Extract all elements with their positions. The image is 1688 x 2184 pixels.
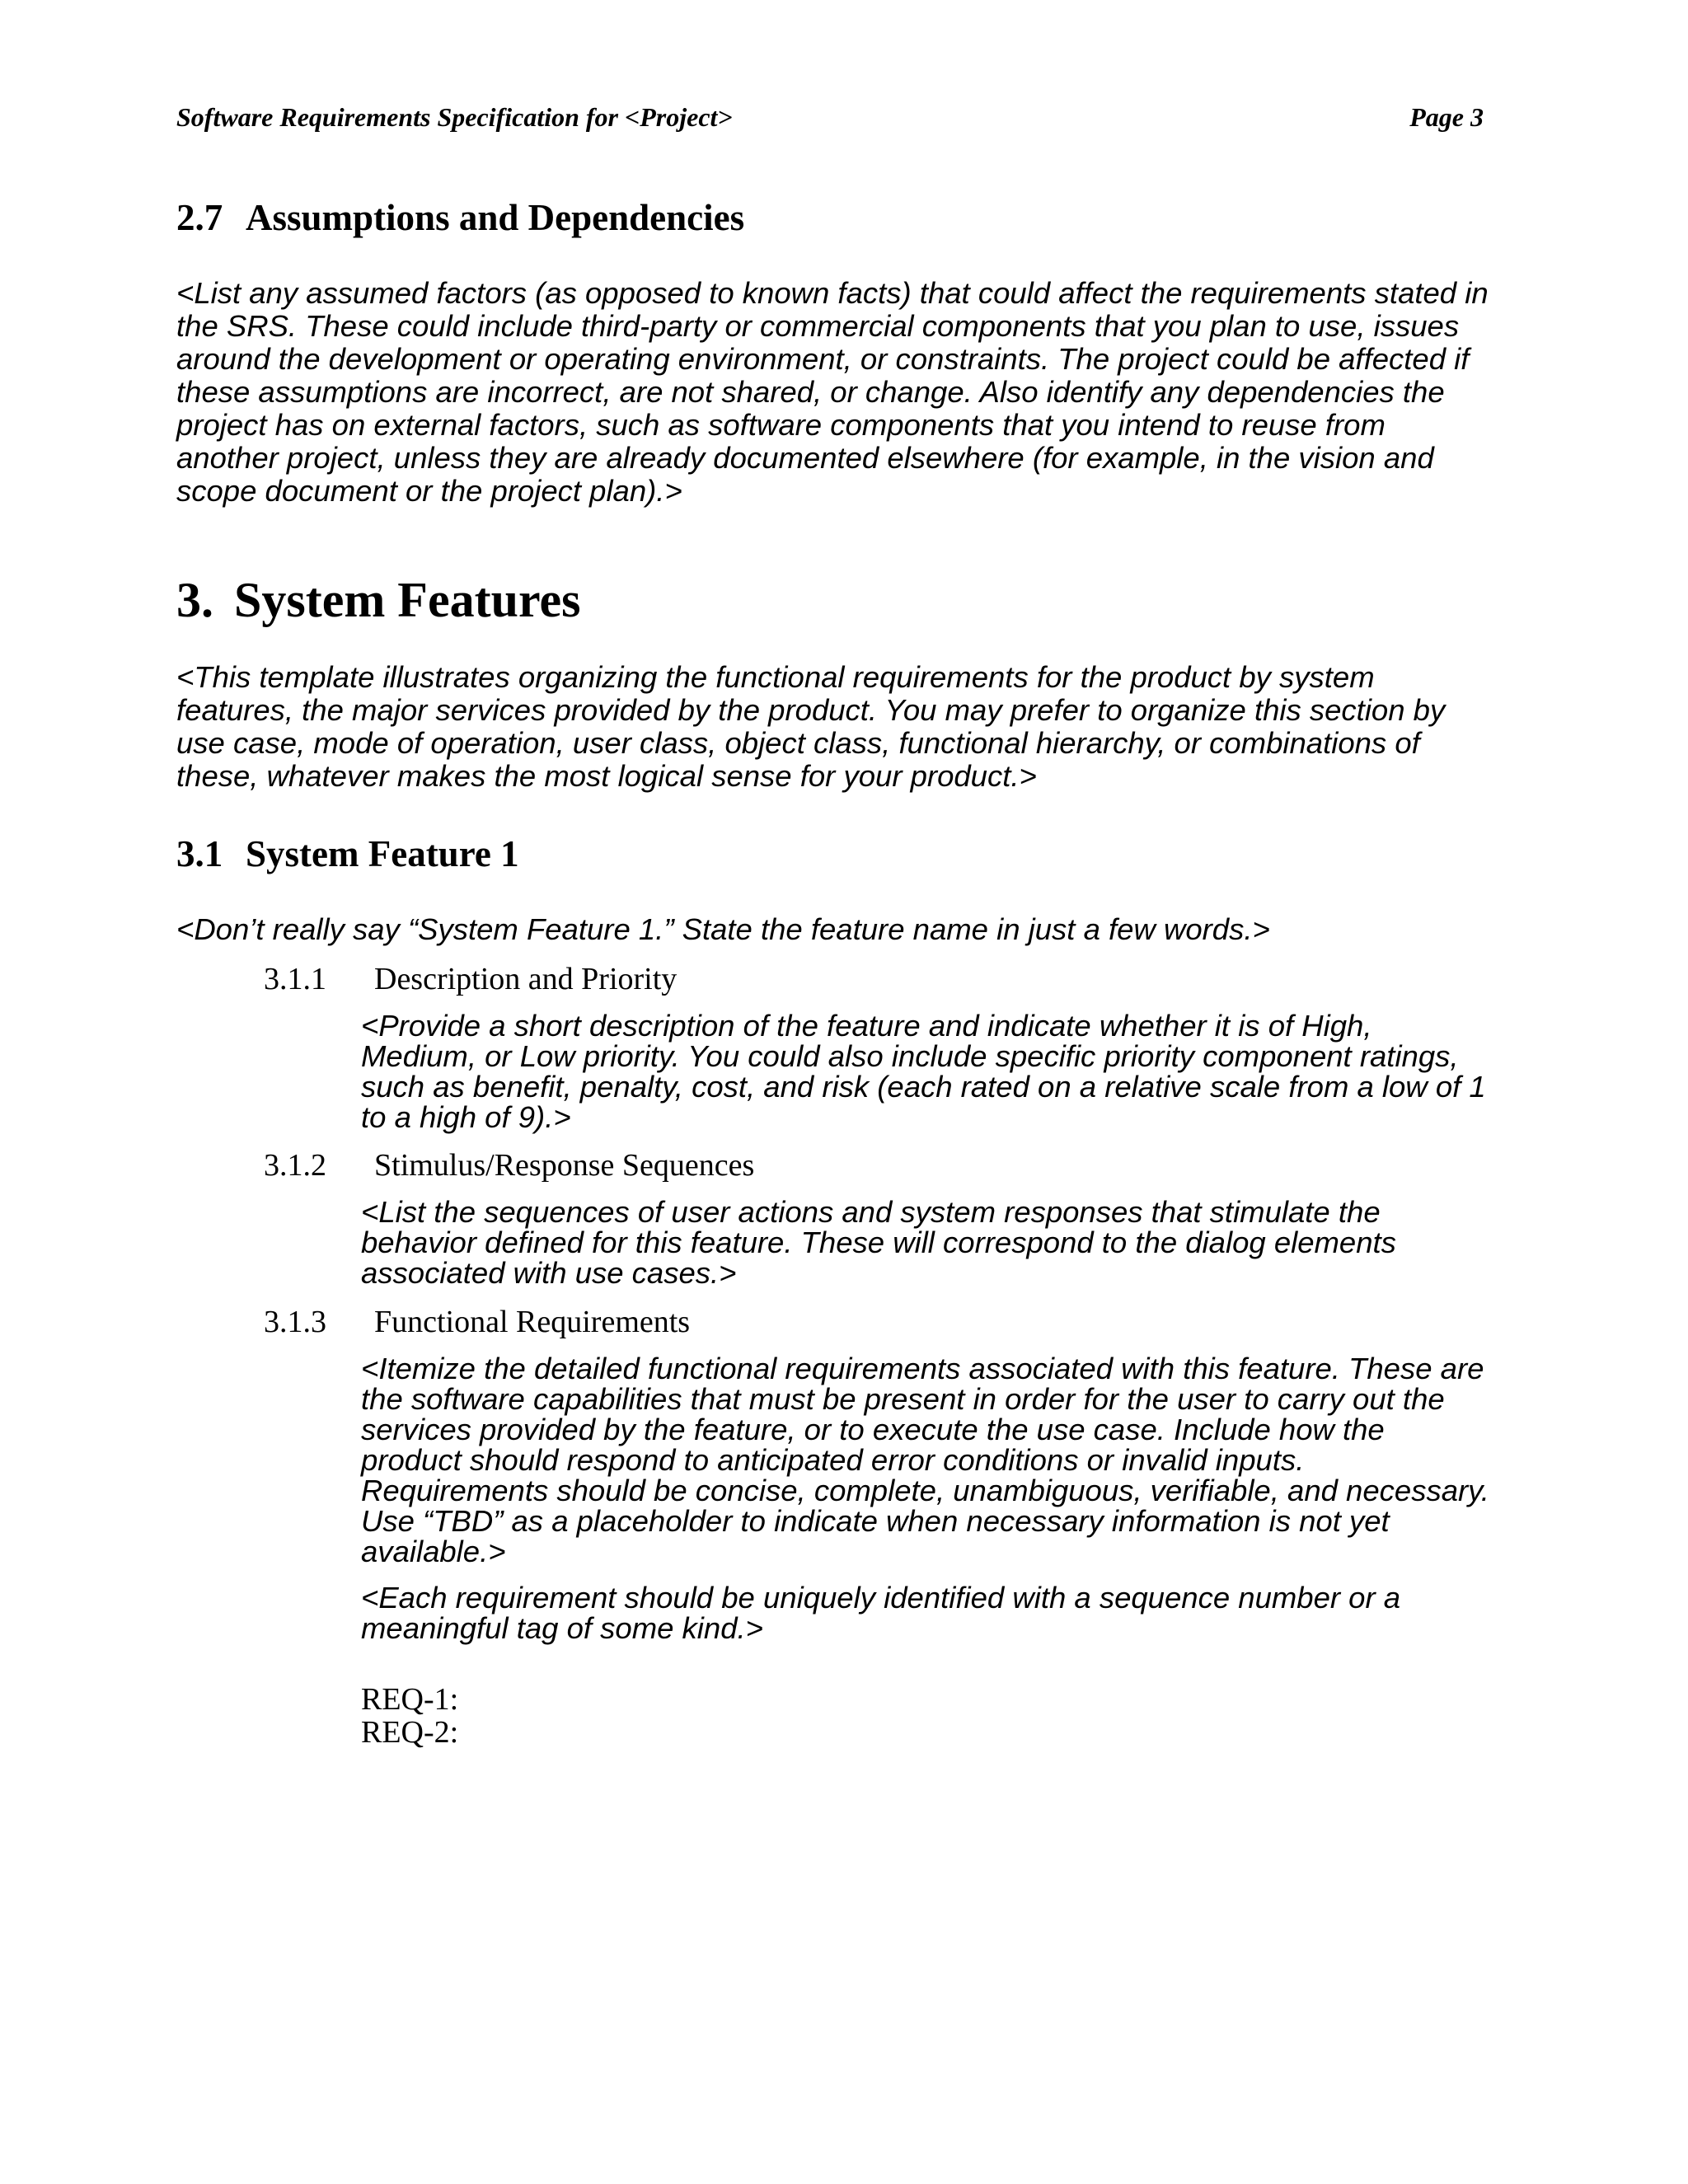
heading-title: System Feature 1 xyxy=(246,833,519,874)
paragraph-requirement-identification: <Each requirement should be uniquely identified with a sequence number or a meaningful tag of some kind.> xyxy=(361,1581,1401,1645)
header-document-title: Software Requirements Specification for <Project> xyxy=(176,102,733,132)
heading-3-1-3 xyxy=(264,1304,690,1340)
heading-2-7 xyxy=(176,194,744,241)
heading-number: 2.7 xyxy=(176,197,223,238)
requirement-item: REQ-2: xyxy=(361,1715,459,1750)
paragraph-description-priority: <Provide a short description of the feature and indicate whether it is of High, Medium, or Low priority. You could also include specific priority component ratings, such as benefit, penalty, cost, and risk (each rated on a relative scale from a low of 1 to a high of 9).> xyxy=(361,1009,1486,1134)
paragraph-functional-requirements: <Itemize the detailed functional requirements associated with this feature. These are the software capabilities that must be present in order for the user to carry out the services provided by the feature, or to execute the use case. Include how the product should respond to anticipated error conditions or invalid inputs. Requirements should be concise, complete, unambiguous, verifiable, and necessary. Use “TBD” as a placeholder to indicate when necessary information is not yet available.> xyxy=(361,1352,1489,1568)
paragraph-stimulus-response: <List the sequences of user actions and system responses that stimulate the behavior defined for this feature. These will correspond to the dialog elements associated with use cases.> xyxy=(361,1195,1396,1290)
heading-3 xyxy=(176,570,580,630)
heading-number: 3.1 xyxy=(176,833,223,874)
heading-title: Description and Priority xyxy=(374,962,678,996)
heading-title: Assumptions and Dependencies xyxy=(246,197,745,238)
heading-3-1-2 xyxy=(264,1147,754,1183)
heading-number: 3.1.3 xyxy=(264,1305,326,1339)
heading-title: Functional Requirements xyxy=(374,1305,691,1339)
paragraph-assumptions: <List any assumed factors (as opposed to known facts) that could affect the requirements stated in the SRS. These could include third-party or commercial components that you plan to use, issues around the development or operating environment, or constraints. The project could be affected if these assumptions are incorrect, are not shared, or change. Also identify any dependencies the project has on external factors, such as software components that you intend to reuse from another project, unless they are already documented elsewhere (for example, in the vision and scope document or the project plan).> xyxy=(176,276,1489,508)
paragraph-system-features: <This template illustrates organizing the functional requirements for the product by system features, the major services provided by the product. You may prefer to organize this section by use case, mode of operation, user class, object class, functional hierarchy, or combinations of these, whatever makes the most logical sense for your product.> xyxy=(176,660,1446,793)
header-page-number: Page 3 xyxy=(1409,102,1484,132)
heading-number: 3.1.2 xyxy=(264,1148,326,1183)
heading-number: 3.1.1 xyxy=(264,962,326,996)
heading-number: 3. xyxy=(176,573,213,627)
heading-3-1 xyxy=(176,831,519,877)
heading-title: System Features xyxy=(234,573,581,627)
heading-3-1-1 xyxy=(264,961,677,997)
heading-title: Stimulus/Response Sequences xyxy=(374,1148,755,1183)
paragraph-feature-note: <Don’t really say “System Feature 1.” State the feature name in just a few words.> xyxy=(176,912,1270,946)
requirement-item: REQ-1: xyxy=(361,1682,459,1717)
